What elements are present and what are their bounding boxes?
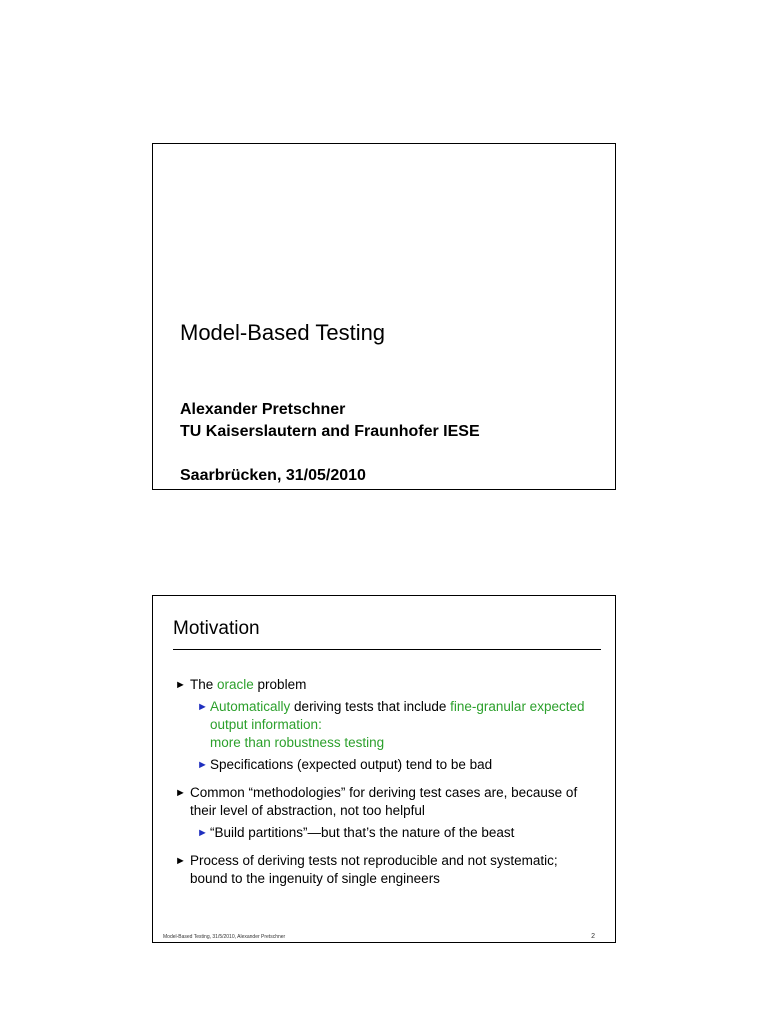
bullet-text: problem — [253, 677, 307, 692]
author-affiliation: TU Kaiserslautern and Fraunhofer IESE — [180, 423, 480, 440]
sub-bullet-arrow-icon: ► — [197, 701, 208, 713]
author-name: Alexander Pretschner — [180, 401, 346, 418]
bullet-text: Process of deriving tests not reproducible and not systematic; bound to the ingenuity of single engineers — [190, 853, 558, 886]
bullet-process — [175, 852, 595, 888]
place-date: Saarbrücken, 31/05/2010 — [180, 467, 366, 484]
bullet-text: deriving tests that include — [290, 699, 451, 714]
sub-bullet-build-partitions — [175, 824, 595, 842]
sub-bullet-automatically — [175, 698, 595, 752]
bullet-arrow-icon: ► — [175, 787, 186, 799]
bullet-arrow-icon: ► — [175, 855, 186, 867]
sub-bullet-arrow-icon: ► — [197, 827, 208, 839]
highlight-term: more than robustness testing — [210, 735, 385, 750]
bullet-text: The — [190, 677, 218, 692]
slide-footer: Model-Based Testing, 31/5/2010, Alexander Pretschner — [163, 934, 286, 940]
bullet-text: Specifications (expected output) tend to be bad — [210, 757, 493, 772]
bullet-text: Common “methodologies” for deriving test cases are, because of their level of abstraction, not too helpful — [190, 785, 578, 818]
bullet-oracle-problem — [175, 676, 595, 694]
bullet-arrow-icon: ► — [175, 679, 186, 691]
slide-title: Model-Based Testing — [180, 320, 386, 345]
bullet-text: “Build partitions”—but that’s the nature of the beast — [210, 825, 515, 840]
sub-bullet-specifications — [175, 756, 595, 774]
motivation-slide — [152, 595, 616, 943]
highlight-term: Automatically — [210, 699, 291, 714]
highlight-term: fine-granular expected output information: — [210, 699, 585, 732]
bullet-list — [175, 676, 595, 888]
title-divider — [173, 649, 601, 650]
bullet-common-methodologies — [175, 784, 595, 820]
title-slide — [152, 143, 616, 490]
page-number: 2 — [591, 933, 595, 940]
highlight-term: oracle — [217, 677, 254, 692]
sub-bullet-arrow-icon: ► — [197, 759, 208, 771]
slide-title: Motivation — [173, 618, 260, 639]
